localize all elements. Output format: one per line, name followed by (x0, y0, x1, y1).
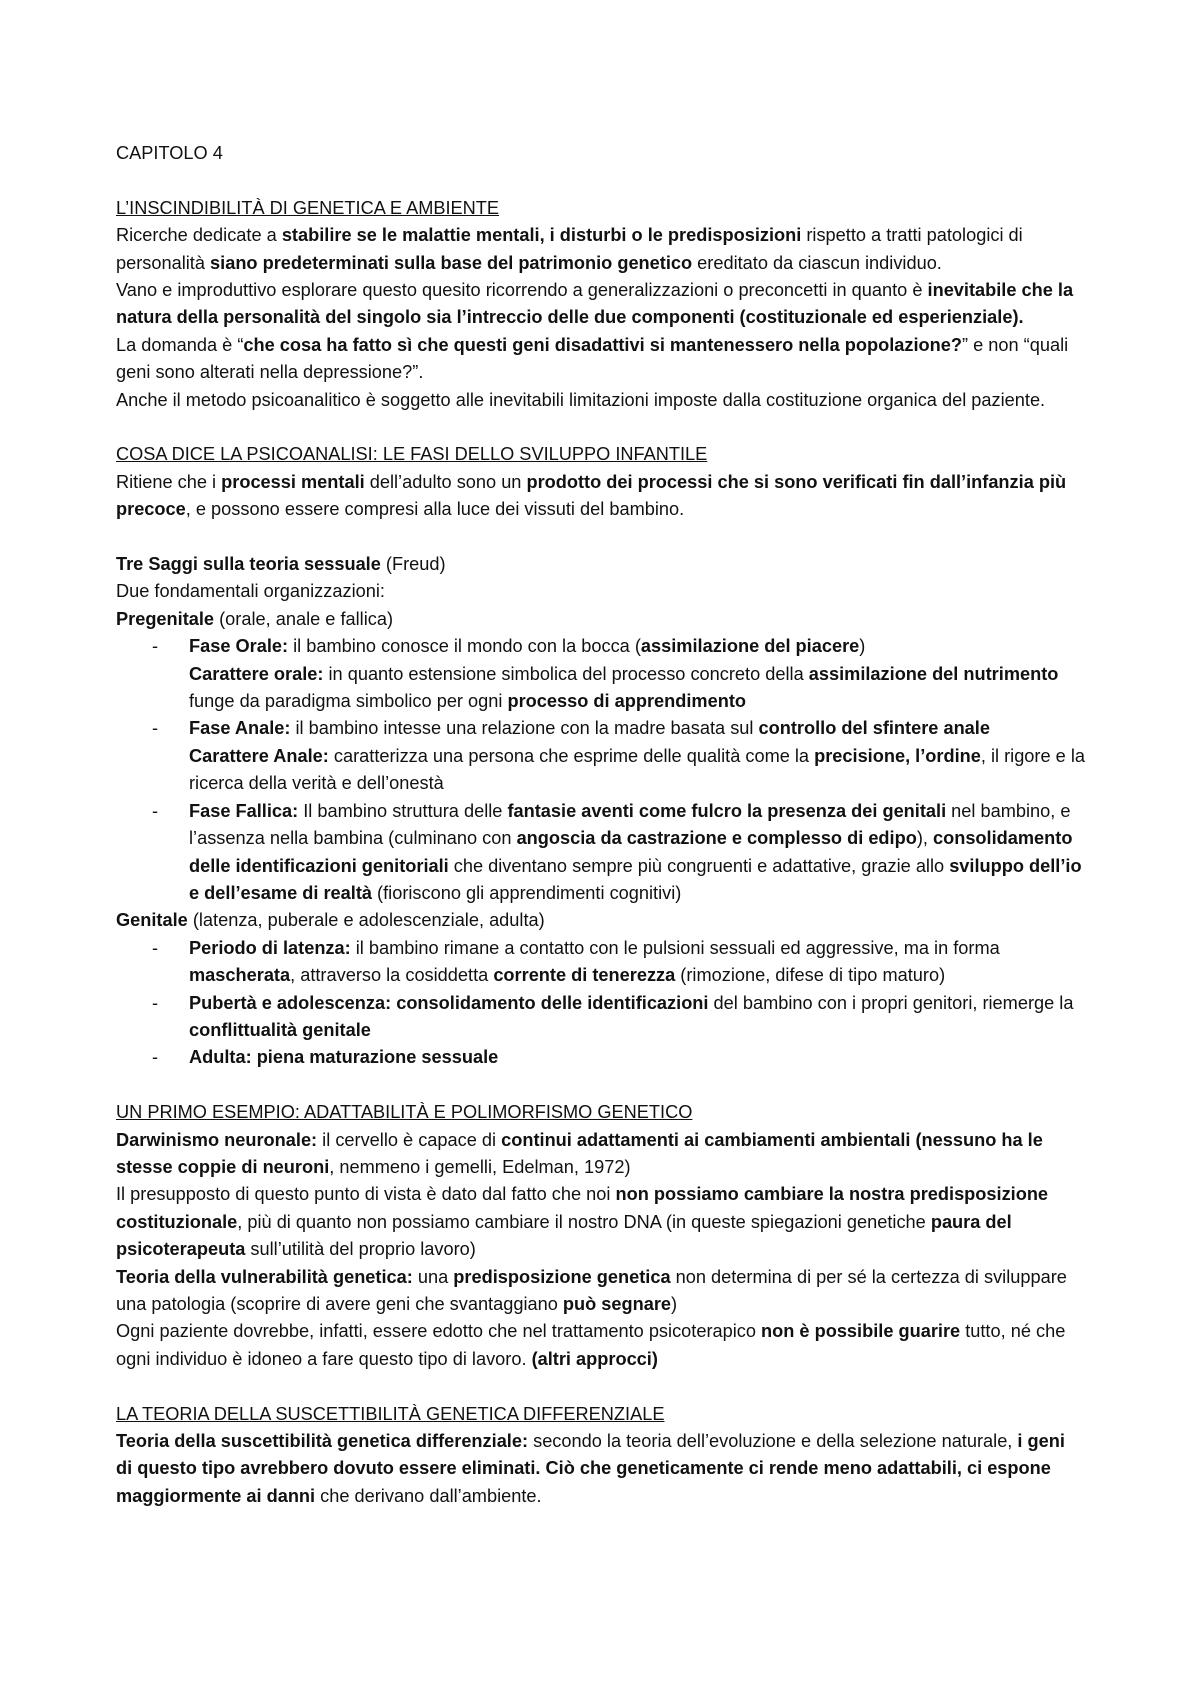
paragraph (116, 1264, 1086, 1319)
list-item-fase-orale (116, 633, 1086, 715)
text-run: Ritiene che i (116, 471, 222, 492)
text-run: che diventano sempre più congruenti e adattative, grazie allo (448, 855, 950, 876)
text-run: ereditato da ciascun individuo. (692, 252, 942, 273)
bold-text: Tre Saggi sulla teoria sessuale (116, 554, 381, 575)
bold-text: angoscia da castrazione e complesso di edipo (516, 828, 917, 849)
text-run: La domanda è “ (116, 334, 244, 355)
text-run: Ricerche dedicate a (116, 225, 282, 246)
bold-text: non possiamo cambiare la nostra predisposizione costituzionale (116, 1184, 1049, 1232)
bold-text: assimilazione del nutrimento (808, 663, 1059, 684)
text-run: in quanto estensione simbolica del processo concreto della (323, 663, 809, 684)
paragraph (116, 277, 1086, 332)
bold-text: predisposizione genetica (453, 1266, 671, 1287)
bold-text: prodotto dei processi che si sono verificati fin dall’infanzia più precoce (116, 471, 1067, 520)
pregenitale-list (116, 633, 1086, 907)
text-run: , più di quanto non possiamo cambiare il nostro DNA (in queste spiegazioni genetiche (237, 1211, 931, 1232)
text-run: (latenza, puberale e adolescenziale, adulta) (187, 910, 545, 931)
bold-text: sviluppo dell’io e dell’esame di realtà (189, 855, 1082, 903)
list-item-fase-fallica (116, 798, 1086, 908)
text-run: nel bambino, e l’assenza nella bambina (culminano con (189, 800, 1071, 849)
text-run: che derivano dall’ambiente. (315, 1485, 542, 1506)
section-heading-primo-esempio: UN PRIMO ESEMPIO: ADATTABILITÀ E POLIMORFISMO GENETICO (116, 1102, 693, 1123)
bold-text: Periodo di latenza: (189, 937, 351, 958)
document-page (116, 140, 1086, 1510)
list-heading-genitale (116, 907, 1086, 934)
text-run: il bambino intesse una relazione con la madre basata sul (290, 718, 759, 739)
text-run: il bambino conosce il mondo con la bocca ( (288, 636, 641, 657)
text-run: Ogni paziente dovrebbe, infatti, essere edotto che nel trattamento psicoterapico (116, 1321, 762, 1342)
paragraph (116, 1181, 1086, 1263)
text-run: Due fondamentali organizzazioni: (116, 581, 385, 602)
text-run: , e possono essere compresi alla luce dei vissuti del bambino. (185, 499, 685, 520)
text-run: del bambino con i propri genitori, riemerge la (708, 992, 1074, 1013)
carattere-orale (189, 664, 1058, 711)
bold-text: i geni di questo tipo avrebbero dovuto essere eliminati. Ciò che geneticamente ci rende meno adattabili, ci espone maggiormente ai danni (116, 1431, 1065, 1506)
text-run: (rimozione, difese di tipo maturo) (675, 965, 946, 986)
bold-text: Adulta: piena maturazione sessuale (189, 1047, 499, 1068)
paragraph (116, 1127, 1086, 1182)
text-run: Vano e improduttivo esplorare questo quesito ricorrendo a generalizzazioni o preconcetti in quanto è (116, 280, 928, 301)
list-heading-pregenitale (116, 606, 1086, 633)
bold-text: processo di apprendimento (507, 691, 746, 712)
paragraph (116, 551, 1086, 578)
bold-text: che cosa ha fatto sì che questi geni disadattivi si mantenessero nella popolazione? (243, 334, 962, 355)
paragraph (116, 1428, 1086, 1510)
bold-text: conflittualità genitale (189, 1019, 371, 1040)
text-run: ” e non “quali geni sono alterati nella depressione?”. (116, 334, 1069, 383)
section-heading-psicoanalisi: COSA DICE LA PSICOANALISI: LE FASI DELLO SVILUPPO INFANTILE (116, 444, 708, 465)
list-item-adulta (116, 1044, 1086, 1071)
bold-text: Pregenitale (116, 608, 215, 629)
text-run: (fioriscono gli apprendimenti cognitivi) (372, 882, 682, 903)
text-run: Il bambino struttura delle (298, 800, 508, 821)
list-item-latenza (116, 935, 1086, 990)
text-run: caratterizza una persona che esprime delle qualità come la (328, 745, 815, 766)
bold-text: Carattere orale: (189, 663, 324, 684)
bold-text: (altri approcci) (531, 1348, 658, 1369)
paragraph (116, 332, 1086, 387)
bold-text: fantasie aventi come fulcro la presenza dei genitali (507, 800, 947, 821)
bold-text: non è possibile guarire (761, 1321, 961, 1342)
text-run: rispetto a tratti patologici di personalità (116, 225, 1023, 273)
text-run: ) (671, 1294, 678, 1314)
text-run: (Freud) (380, 554, 446, 575)
bold-text: inevitabile che la natura della personalità del singolo sia l’intreccio delle due componenti (costituzionale ed esperienziale). (116, 280, 1074, 328)
bold-text: Fase Anale: (189, 718, 291, 739)
paragraph (116, 578, 1086, 605)
bold-text: mascherata (189, 965, 291, 986)
bold-text: Carattere Anale: (189, 745, 329, 766)
bold-text: Pubertà e adolescenza: consolidamento delle identificazioni (189, 992, 709, 1013)
text-run: non determina di per sé la certezza di sviluppare una patologia (scoprire di avere geni che svantaggiano (116, 1266, 1067, 1314)
text-run: il cervello è capace di (317, 1129, 502, 1150)
bold-text: Fase Fallica: (189, 800, 299, 821)
text-run: una (412, 1266, 454, 1287)
bold-text: stabilire se le malattie mentali, i disturbi o le predisposizioni (281, 225, 802, 246)
paragraph (116, 387, 1086, 414)
bold-text: consolidamento delle identificazioni genitoriali (189, 828, 1073, 876)
text-run: , attraverso la cosiddetta (290, 965, 494, 986)
text-run: funge da paradigma simbolico per ogni (189, 691, 508, 712)
text-run: tutto, né che ogni individuo è idoneo a fare questo tipo di lavoro. (116, 1321, 1066, 1369)
bold-text: Genitale (116, 910, 188, 931)
bold-text: precisione, l’ordine (814, 745, 981, 766)
text-run: ) (859, 636, 866, 657)
text-run: ), (916, 828, 933, 849)
bold-text: continui adattamenti ai cambiamenti ambientali (nessuno ha le stesse coppie di neuroni (116, 1129, 1043, 1177)
bold-text: paura del psicoterapeuta (116, 1211, 1012, 1260)
text-run: , il rigore e la ricerca della verità e dell’onestà (189, 745, 1085, 794)
bold-text: controllo del sfintere anale (758, 718, 990, 739)
text-run: secondo la teoria dell’evoluzione e della selezione naturale, (528, 1431, 1018, 1452)
text-run: Il presupposto di questo punto di vista è dato dal fatto che noi (116, 1184, 616, 1205)
genitale-list (116, 935, 1086, 1072)
section-heading-genetica-ambiente: L’INSCINDIBILITÀ DI GENETICA E AMBIENTE (116, 197, 500, 218)
bold-text: Fase Orale: (189, 636, 289, 657)
bold-text: Teoria della suscettibilità genetica differenziale: (116, 1431, 529, 1452)
text-run: , nemmeno i gemelli, Edelman, 1972) (329, 1156, 631, 1177)
bold-text: processi mentali (221, 471, 365, 492)
text-run: sull’utilità del proprio lavoro) (245, 1239, 476, 1260)
carattere-anale (189, 746, 1085, 793)
bold-text: può segnare (562, 1294, 672, 1314)
text-run: dell’adulto sono un (364, 471, 527, 492)
text-run: il bambino rimane a contatto con le pulsioni sessuali ed aggressive, ma in forma (350, 937, 1000, 958)
paragraph (116, 469, 1086, 524)
text-run: (orale, anale e fallica) (214, 608, 393, 629)
text-run: Anche il metodo psicoanalitico è soggetto alle inevitabili limitazioni imposte dalla costituzione organica del paziente. (116, 389, 1046, 410)
bold-text: assimilazione del piacere (640, 636, 860, 657)
paragraph (116, 222, 1086, 277)
paragraph (116, 1318, 1086, 1373)
bold-text: Teoria della vulnerabilità genetica: (116, 1266, 413, 1287)
list-item-puberta (116, 990, 1086, 1045)
section-heading-suscettibilita: LA TEORIA DELLA SUSCETTIBILITÀ GENETICA DIFFERENZIALE (116, 1403, 665, 1424)
chapter-title: CAPITOLO 4 (116, 143, 223, 163)
bold-text: siano predeterminati sulla base del patrimonio genetico (210, 252, 693, 273)
bold-text: Darwinismo neuronale: (116, 1129, 318, 1150)
bold-text: corrente di tenerezza (493, 965, 676, 986)
list-item-fase-anale (116, 715, 1086, 797)
